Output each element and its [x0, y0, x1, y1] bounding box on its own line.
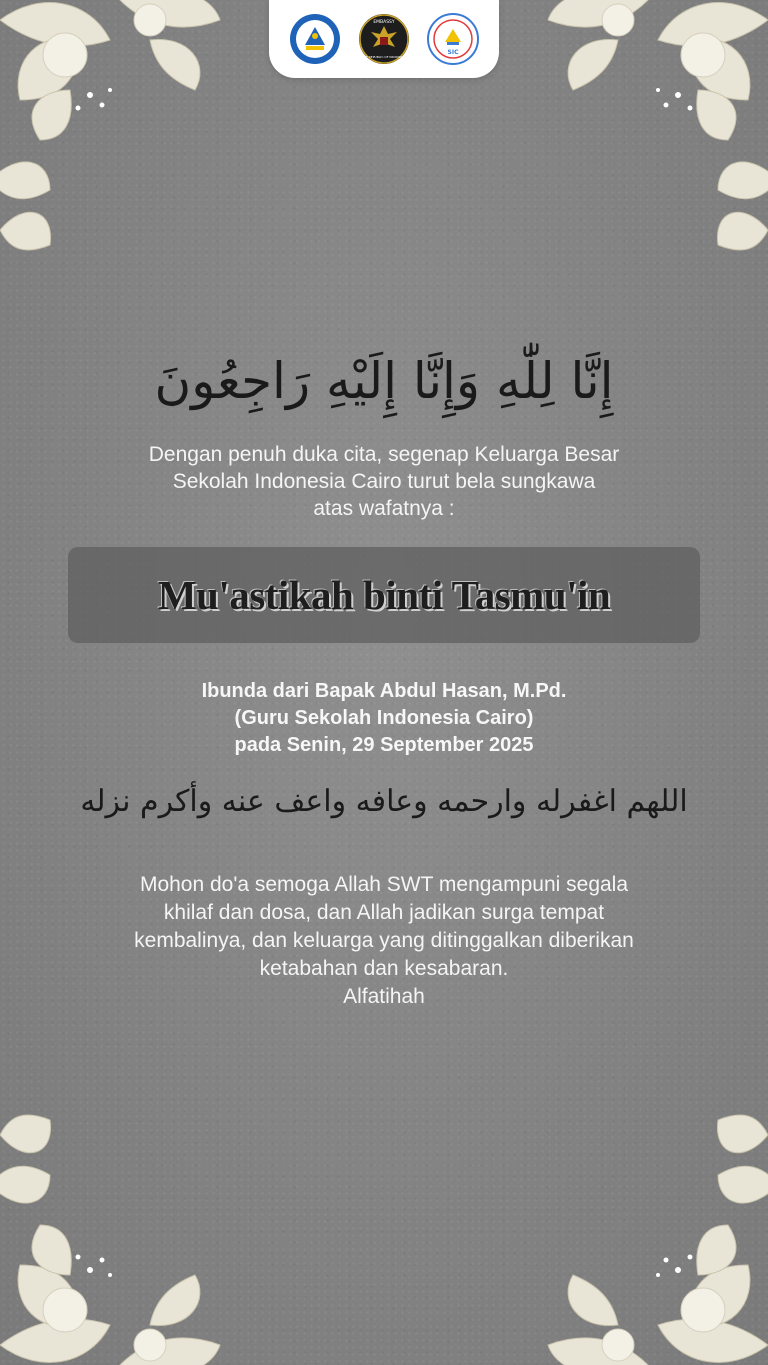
floral-corner-top-right-icon — [528, 0, 768, 270]
embassy-top-text: EMBASSY — [373, 20, 395, 25]
floral-corner-bottom-left-icon — [0, 1095, 240, 1365]
details-line-date: pada Senin, 29 September 2025 — [234, 734, 534, 756]
tut-wuri-handayani-logo-icon — [288, 12, 342, 66]
deceased-name: Mu'astikah binti Tasmu'in — [157, 572, 611, 618]
condolence-intro-text: Dengan penuh duka cita, segenap Keluarga Besar Sekolah Indonesia Cairo turut bela sungkawa atas wafatnya : — [148, 443, 620, 520]
doa-arabic-text: اللهم اغفرله وارحمه وعافه واعف عنه وأكرم نزله — [80, 784, 688, 819]
details-line-institution: (Guru Sekolah Indonesia Cairo) — [234, 707, 534, 729]
deceased-details — [84, 678, 684, 759]
sekolah-indonesia-cairo-logo-icon — [426, 12, 480, 66]
floral-corner-top-left-icon — [0, 0, 240, 270]
logo-bar — [269, 0, 499, 78]
embassy-bottom-text: THE REPUBLIC OF INDONESIA — [361, 55, 407, 59]
embassy-garuda-emblem-icon — [357, 12, 411, 66]
prayer-text: Mohon do'a semoga Allah SWT mengampuni segala khilaf dan dosa, dan Allah jadikan surga tempat kembalinya, dan keluarga yang ditinggalkan diberikan ketabahan dan kesabaran. Alfatihah — [134, 873, 634, 1008]
floral-corner-bottom-right-icon — [528, 1095, 768, 1365]
sic-logo-text: SIC — [447, 49, 459, 56]
deceased-name-box — [68, 547, 700, 643]
details-line-relation: Ibunda dari Bapak Abdul Hasan, M.Pd. — [201, 680, 567, 702]
istirja-arabic-text: إِنَّا لِلّٰهِ وَإِنَّا إِلَيْهِ رَاجِعُونَ — [154, 352, 614, 410]
